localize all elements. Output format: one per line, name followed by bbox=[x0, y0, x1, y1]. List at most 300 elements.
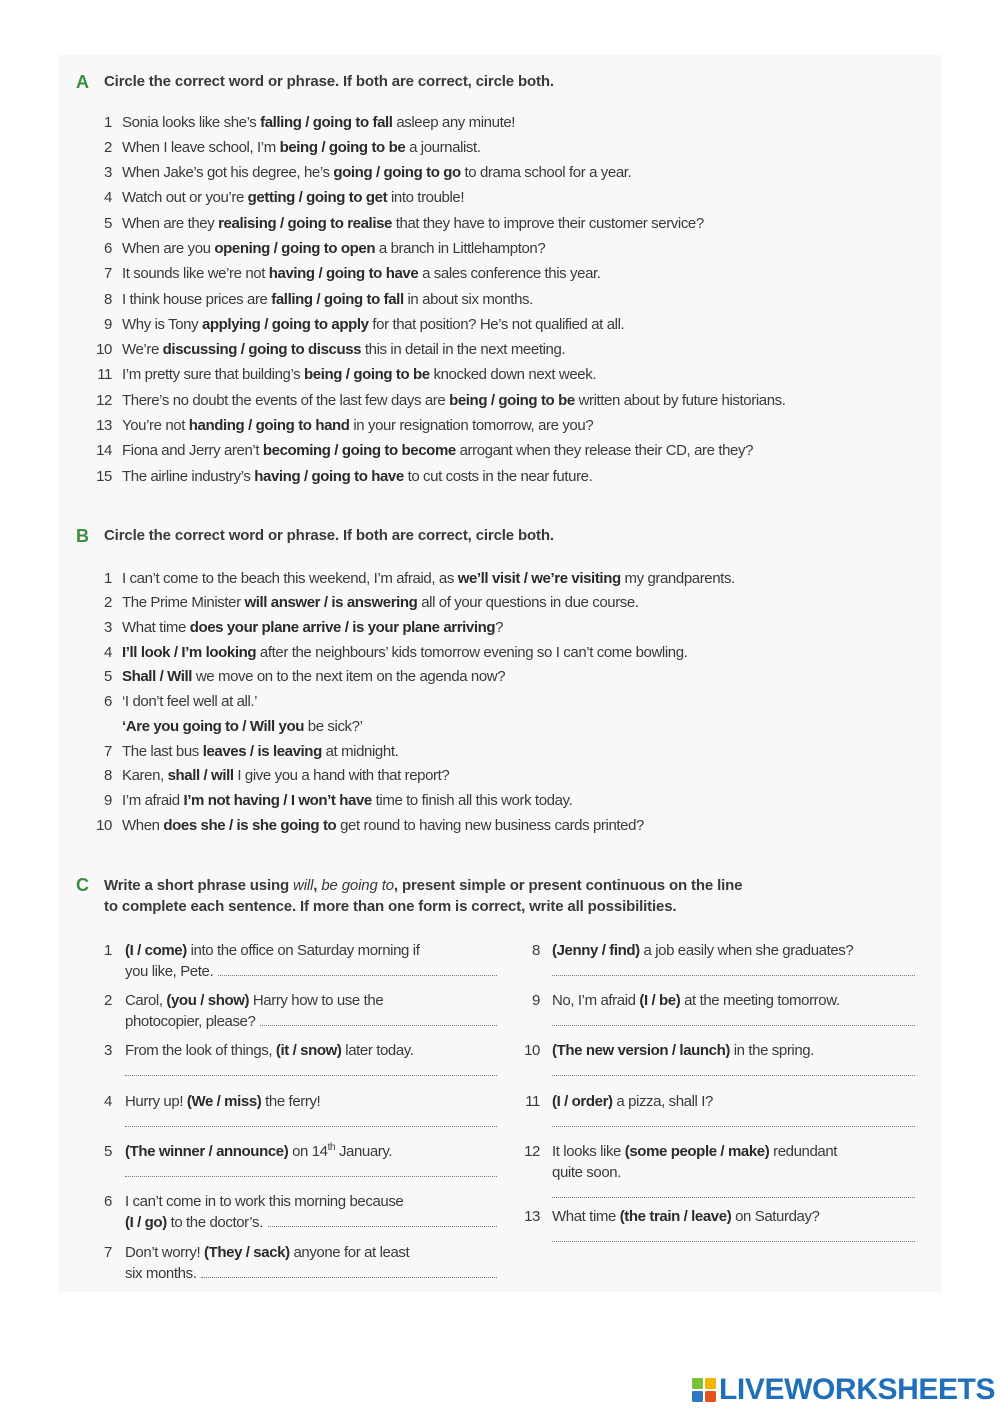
sentence-line bbox=[122, 641, 687, 666]
plain-text: you like, Pete. bbox=[125, 962, 214, 980]
plain-text: When I leave school, I’m bbox=[122, 138, 280, 156]
sentence-line bbox=[552, 1206, 915, 1227]
item-sentence bbox=[122, 160, 631, 185]
plain-text: we move on to the next item on the agenda now? bbox=[192, 668, 506, 686]
verb-prompt: (We / miss) bbox=[186, 1092, 262, 1110]
item-number: 2 bbox=[104, 991, 112, 1009]
answer-choice[interactable]: having / going to have bbox=[254, 467, 404, 485]
ordinal-suffix: th bbox=[327, 1142, 336, 1154]
exercise-item bbox=[86, 160, 786, 185]
sentence-line bbox=[552, 1141, 915, 1162]
item-sentence bbox=[552, 940, 915, 982]
answer-choice[interactable]: opening / going to open bbox=[214, 239, 376, 257]
answer-choice[interactable]: shall / will bbox=[167, 767, 234, 785]
exercise-item bbox=[86, 261, 786, 286]
answer-choice[interactable]: will answer / is answering bbox=[244, 594, 418, 612]
answer-choice[interactable]: leaves / is leaving bbox=[202, 742, 322, 760]
item-number: 1 bbox=[104, 113, 112, 131]
answer-choice[interactable]: being / going to be bbox=[304, 366, 430, 384]
sentence-line bbox=[122, 261, 601, 286]
plain-text: in your resignation tomorrow, are you? bbox=[349, 417, 594, 435]
plain-text: to cut costs in the near future. bbox=[403, 467, 593, 485]
item-sentence bbox=[122, 464, 592, 489]
plain-text: Carol, bbox=[125, 991, 167, 1009]
plain-text: a job easily when she graduates? bbox=[639, 941, 854, 959]
plain-text: asleep any minute! bbox=[392, 113, 516, 131]
item-sentence bbox=[122, 641, 687, 666]
instruction-line bbox=[104, 875, 742, 896]
section-c-header bbox=[76, 875, 742, 917]
sentence-line bbox=[125, 961, 497, 982]
line-text bbox=[122, 265, 601, 282]
logo-tile bbox=[692, 1378, 703, 1389]
exercise-item bbox=[514, 1206, 915, 1256]
exercise-item bbox=[86, 940, 497, 990]
answer-line[interactable] bbox=[552, 1183, 915, 1198]
plain-text: at the meeting tomorrow. bbox=[680, 991, 840, 1009]
sentence-line bbox=[122, 287, 533, 312]
plain-text: The airline industry’s bbox=[122, 467, 255, 485]
verb-prompt: (I / come) bbox=[125, 941, 187, 959]
exercise-item bbox=[86, 388, 786, 413]
item-number: 3 bbox=[104, 164, 112, 182]
plain-text: written about by future historians. bbox=[574, 391, 786, 409]
plain-text: get round to having new business cards printed? bbox=[336, 816, 645, 834]
sentence-line bbox=[552, 1040, 915, 1061]
line-text bbox=[122, 189, 464, 206]
item-number: 4 bbox=[104, 189, 112, 207]
item-number: 6 bbox=[104, 1193, 112, 1211]
line-text bbox=[122, 114, 515, 131]
plain-text: I’m afraid bbox=[122, 791, 184, 809]
line-text bbox=[125, 992, 383, 1009]
line-text bbox=[122, 341, 565, 358]
line-text bbox=[104, 877, 742, 894]
line-text bbox=[122, 164, 631, 181]
plain-text: Circle the correct word or phrase. If both are correct, circle both. bbox=[104, 73, 554, 90]
line-text bbox=[552, 1093, 713, 1110]
answer-line[interactable] bbox=[125, 1061, 497, 1076]
answer-line[interactable] bbox=[552, 1112, 915, 1127]
plain-text: You’re not bbox=[122, 417, 189, 435]
answer-choice[interactable]: does your plane arrive / is your plane arriving bbox=[189, 619, 496, 637]
plain-text: Watch out or you’re bbox=[122, 189, 248, 207]
item-number: 8 bbox=[104, 290, 112, 308]
line-text bbox=[125, 1212, 263, 1233]
answer-choice[interactable]: being / going to be bbox=[449, 391, 575, 409]
sentence-line bbox=[125, 1011, 497, 1032]
answer-line[interactable] bbox=[552, 961, 915, 976]
logo-tile bbox=[705, 1391, 716, 1402]
instruction-line bbox=[104, 896, 742, 917]
sentence-line bbox=[125, 1091, 497, 1112]
plain-text: ? bbox=[495, 619, 504, 637]
plain-text: to drama school for a year. bbox=[460, 164, 632, 182]
exercise-list-b bbox=[86, 567, 735, 839]
item-number: 14 bbox=[96, 442, 112, 460]
line-text bbox=[125, 1093, 320, 1110]
line-text bbox=[552, 1042, 814, 1059]
answer-line[interactable] bbox=[260, 1011, 497, 1026]
item-sentence bbox=[125, 1040, 497, 1082]
sentence-line bbox=[125, 1191, 497, 1212]
line-text bbox=[122, 743, 398, 760]
section-instruction bbox=[104, 526, 554, 546]
item-sentence bbox=[125, 1141, 497, 1183]
sentence-line bbox=[125, 940, 497, 961]
item-number: 5 bbox=[104, 1143, 112, 1161]
answer-choice[interactable]: becoming / going to become bbox=[262, 442, 456, 460]
plain-text: It looks like bbox=[552, 1143, 625, 1161]
exercise-item bbox=[86, 413, 786, 438]
plain-text: time to finish all this work today. bbox=[371, 791, 573, 809]
answer-choice[interactable]: falling / going to fall bbox=[260, 113, 393, 131]
verb-prompt: (I / be) bbox=[639, 991, 681, 1009]
answer-choice[interactable]: we’ll visit / we’re visiting bbox=[457, 569, 621, 587]
verb-prompt: (They / sack) bbox=[204, 1243, 290, 1261]
exercise-item bbox=[86, 1242, 497, 1292]
exercise-item bbox=[86, 185, 786, 210]
answer-choice[interactable]: handing / going to hand bbox=[188, 417, 350, 435]
answer-line[interactable] bbox=[201, 1263, 497, 1278]
plain-text: We’re bbox=[122, 341, 163, 359]
item-sentence bbox=[122, 287, 533, 312]
item-sentence bbox=[125, 990, 497, 1032]
exercise-item bbox=[86, 1091, 497, 1141]
plain-text: be sick?’ bbox=[304, 717, 363, 735]
sentence-line bbox=[552, 990, 915, 1011]
answer-choice[interactable]: I’m not having / I won’t have bbox=[183, 791, 372, 809]
item-number: 1 bbox=[104, 569, 112, 587]
line-text bbox=[122, 366, 596, 383]
section-letter: B bbox=[76, 526, 89, 546]
answer-choice[interactable]: falling / going to fall bbox=[271, 290, 404, 308]
plain-text: for that position? He’s not qualified at all. bbox=[368, 315, 625, 333]
item-sentence bbox=[552, 1206, 915, 1248]
exercise-item bbox=[86, 236, 786, 261]
item-sentence bbox=[122, 388, 786, 413]
verb-prompt: (The new version / launch) bbox=[552, 1042, 730, 1060]
answer-choice[interactable]: getting / going to get bbox=[247, 189, 388, 207]
item-number: 5 bbox=[104, 668, 112, 686]
answer-choice[interactable]: going / going to go bbox=[333, 164, 461, 182]
item-sentence bbox=[125, 1191, 497, 1233]
verb-prompt: (some people / make) bbox=[624, 1143, 770, 1161]
plain-text: a sales conference this year. bbox=[418, 265, 601, 283]
item-number: 4 bbox=[104, 1092, 112, 1110]
plain-text: From the look of things, bbox=[125, 1042, 276, 1060]
answer-choice[interactable]: discussing / going to discuss bbox=[162, 341, 362, 359]
plain-text: I think house prices are bbox=[122, 290, 272, 308]
plain-text: into the office on Saturday morning if bbox=[186, 941, 420, 959]
item-number: 12 bbox=[524, 1143, 540, 1161]
emphasis-text: be going to bbox=[321, 876, 394, 894]
sentence-line bbox=[125, 1141, 497, 1162]
plain-text: When are you bbox=[122, 239, 215, 257]
exercise-item bbox=[86, 567, 735, 592]
plain-text: a journalist. bbox=[405, 138, 481, 156]
section-letter: A bbox=[76, 72, 89, 92]
exercise-item bbox=[86, 312, 786, 337]
line-text bbox=[122, 291, 533, 308]
plain-text: There’s no doubt the events of the last few days are bbox=[122, 391, 450, 409]
item-sentence bbox=[122, 814, 644, 839]
line-text bbox=[122, 240, 545, 257]
sentence-line bbox=[122, 388, 786, 413]
line-text bbox=[122, 570, 735, 587]
line-text bbox=[122, 792, 572, 809]
sentence-line bbox=[122, 236, 545, 261]
item-sentence bbox=[122, 110, 515, 135]
item-sentence bbox=[122, 764, 449, 789]
item-number: 3 bbox=[104, 619, 112, 637]
sentence-line bbox=[122, 185, 464, 210]
verb-prompt: (the train / leave) bbox=[619, 1208, 732, 1226]
exercise-item bbox=[86, 616, 735, 641]
line-text bbox=[125, 1042, 414, 1059]
answer-line[interactable] bbox=[268, 1212, 497, 1227]
line-text bbox=[122, 442, 753, 459]
sentence-line bbox=[122, 362, 596, 387]
exercise-item bbox=[86, 764, 735, 789]
plain-text: Fiona and Jerry aren’t bbox=[122, 442, 263, 460]
item-sentence bbox=[122, 261, 601, 286]
plain-text: The last bus bbox=[122, 742, 203, 760]
item-sentence bbox=[125, 940, 497, 982]
exercise-item bbox=[86, 740, 735, 765]
verb-prompt: (I / order) bbox=[552, 1092, 613, 1110]
sentence-line bbox=[122, 715, 363, 740]
plain-text: in about six months. bbox=[403, 290, 533, 308]
line-text bbox=[125, 1244, 409, 1261]
plain-text: after the neighbours’ kids tomorrow evening so I can’t come bowling. bbox=[256, 643, 688, 661]
sentence-line bbox=[122, 337, 565, 362]
line-text bbox=[125, 1143, 392, 1160]
line-text bbox=[122, 817, 644, 834]
answer-choice[interactable]: having / going to have bbox=[268, 265, 419, 283]
exercise-item bbox=[514, 1141, 915, 1206]
plain-text: January. bbox=[335, 1143, 393, 1161]
item-number: 13 bbox=[524, 1208, 540, 1226]
sentence-line bbox=[122, 438, 753, 463]
sentence-line bbox=[552, 1091, 915, 1112]
plain-text: I’m pretty sure that building’s bbox=[122, 366, 305, 384]
line-text bbox=[104, 527, 554, 544]
item-number: 3 bbox=[104, 1042, 112, 1060]
sentence-line bbox=[122, 464, 592, 489]
plain-text: arrogant when they release their CD, are they? bbox=[455, 442, 754, 460]
line-text bbox=[125, 1011, 255, 1032]
section-letter: C bbox=[76, 874, 89, 895]
item-sentence bbox=[122, 438, 753, 463]
sentence-line bbox=[122, 789, 572, 814]
item-sentence bbox=[122, 211, 704, 236]
exercise-item bbox=[86, 1040, 497, 1090]
line-text bbox=[122, 215, 704, 232]
item-number: 9 bbox=[532, 991, 540, 1009]
sentence-line bbox=[122, 135, 481, 160]
exercise-item bbox=[86, 1141, 497, 1191]
answer-choice[interactable]: applying / going to apply bbox=[201, 315, 369, 333]
answer-line[interactable] bbox=[218, 961, 497, 976]
plain-text: No, I’m afraid bbox=[552, 991, 640, 1009]
plain-text: The Prime Minister bbox=[122, 594, 245, 612]
line-text bbox=[122, 392, 786, 409]
plain-text: the ferry! bbox=[261, 1092, 321, 1110]
answer-line[interactable] bbox=[125, 1162, 497, 1177]
sentence-line bbox=[122, 814, 644, 839]
sentence-line bbox=[122, 413, 593, 438]
line-text bbox=[122, 619, 503, 636]
plain-text: six months. bbox=[125, 1264, 197, 1282]
plain-text: quite soon. bbox=[552, 1164, 621, 1182]
plain-text: When bbox=[122, 816, 164, 834]
exercise-item bbox=[514, 940, 915, 990]
section-instruction bbox=[104, 72, 554, 92]
item-number: 9 bbox=[104, 315, 112, 333]
sentence-line bbox=[122, 591, 639, 616]
line-text bbox=[122, 417, 593, 434]
line-text bbox=[122, 693, 257, 710]
sentence-line bbox=[125, 1040, 497, 1061]
exercise-item bbox=[86, 438, 786, 463]
answer-line[interactable] bbox=[552, 1061, 915, 1076]
item-number: 7 bbox=[104, 1243, 112, 1261]
exercise-item bbox=[86, 690, 735, 739]
plain-text: When are they bbox=[122, 214, 219, 232]
item-sentence bbox=[552, 1040, 915, 1082]
exercise-item bbox=[86, 211, 786, 236]
exercise-item bbox=[86, 814, 735, 839]
item-number: 15 bbox=[96, 467, 112, 485]
line-text bbox=[122, 316, 624, 333]
plain-text: It sounds like we’re not bbox=[122, 265, 269, 283]
plain-text: in the spring. bbox=[729, 1042, 815, 1060]
verb-prompt: (it / snow) bbox=[275, 1042, 342, 1060]
sentence-line bbox=[122, 160, 631, 185]
answer-choice[interactable]: Shall / Will bbox=[122, 668, 193, 686]
exercise-item bbox=[514, 990, 915, 1040]
line-text bbox=[125, 942, 419, 959]
item-sentence bbox=[125, 1242, 497, 1284]
line-text bbox=[552, 992, 840, 1009]
plain-text: into trouble! bbox=[387, 189, 465, 207]
answer-line[interactable] bbox=[125, 1112, 497, 1127]
liveworksheets-logo-icon bbox=[692, 1378, 716, 1402]
item-number: 10 bbox=[96, 341, 112, 359]
exercise-item bbox=[86, 990, 497, 1040]
item-number: 6 bbox=[104, 693, 112, 711]
plain-text: What time bbox=[552, 1208, 620, 1226]
plain-text: Sonia looks like she’s bbox=[122, 113, 261, 131]
exercise-item bbox=[86, 287, 786, 312]
exercise-item bbox=[86, 789, 735, 814]
plain-text: a branch in Littlehampton? bbox=[375, 239, 546, 257]
plain-text: What time bbox=[122, 619, 190, 637]
emphasis-text: will bbox=[293, 876, 314, 894]
plain-text: Harry how to use the bbox=[249, 991, 384, 1009]
answer-line[interactable] bbox=[552, 1011, 915, 1026]
item-number: 6 bbox=[104, 239, 112, 257]
plain-text: knocked down next week. bbox=[429, 366, 597, 384]
logo-tile bbox=[692, 1391, 703, 1402]
item-number: 13 bbox=[96, 417, 112, 435]
exercise-item bbox=[86, 665, 735, 690]
plain-text: on Saturday? bbox=[731, 1208, 820, 1226]
plain-text: ‘I don’t feel well at all.’ bbox=[122, 693, 258, 711]
line-text bbox=[552, 1143, 837, 1160]
item-sentence bbox=[122, 135, 481, 160]
exercise-item bbox=[86, 464, 786, 489]
sentence-line bbox=[122, 211, 704, 236]
logo-tile bbox=[705, 1378, 716, 1389]
line-text bbox=[552, 1164, 621, 1181]
plain-text: When Jake’s got his degree, he’s bbox=[122, 164, 334, 182]
item-sentence bbox=[122, 185, 464, 210]
answer-choice[interactable]: does she / is she going to bbox=[163, 816, 337, 834]
plain-text: Why is Tony bbox=[122, 315, 202, 333]
item-number: 9 bbox=[104, 791, 112, 809]
item-number: 4 bbox=[104, 643, 112, 661]
plain-text: Write a short phrase using bbox=[104, 876, 294, 894]
item-sentence bbox=[552, 990, 915, 1032]
plain-text: redundant bbox=[769, 1143, 838, 1161]
line-text bbox=[125, 1193, 403, 1210]
item-number: 7 bbox=[104, 265, 112, 283]
item-number: 11 bbox=[97, 366, 112, 384]
answer-choice[interactable]: realising / going to realise bbox=[218, 214, 392, 232]
answer-choice[interactable]: I’ll look / I’m looking bbox=[122, 643, 257, 661]
item-sentence bbox=[122, 789, 572, 814]
section-instruction bbox=[104, 875, 742, 917]
sentence-line bbox=[122, 690, 363, 715]
verb-prompt: (The winner / announce) bbox=[125, 1143, 289, 1161]
plain-text: to complete each sentence. If more than one form is correct, write all possibilities. bbox=[104, 897, 677, 915]
plain-text: Karen, bbox=[122, 767, 168, 785]
line-text bbox=[122, 668, 505, 685]
answer-choice[interactable]: ‘Are you going to / Will you bbox=[122, 717, 304, 735]
section-a-header bbox=[76, 72, 554, 92]
exercise-column-right bbox=[514, 940, 915, 1257]
line-text bbox=[104, 898, 676, 915]
line-text bbox=[552, 942, 853, 959]
instruction-line bbox=[104, 526, 554, 546]
exercise-list-a bbox=[86, 110, 786, 489]
sentence-line bbox=[122, 616, 503, 641]
item-number: 2 bbox=[104, 594, 112, 612]
plain-text: , present simple or present continuous on the line bbox=[393, 876, 743, 894]
line-text bbox=[122, 139, 481, 156]
sentence-line bbox=[122, 110, 515, 135]
sentence-line bbox=[125, 1212, 497, 1233]
plain-text: Circle the correct word or phrase. If both are correct, circle both. bbox=[104, 527, 554, 544]
plain-text: a pizza, shall I? bbox=[612, 1092, 713, 1110]
plain-text: at midnight. bbox=[321, 742, 399, 760]
answer-choice[interactable]: being / going to be bbox=[279, 138, 406, 156]
plain-text: I give you a hand with that report? bbox=[233, 767, 450, 785]
item-sentence bbox=[552, 1141, 915, 1198]
line-text bbox=[125, 1263, 196, 1284]
sentence-line bbox=[552, 1162, 915, 1183]
instruction-line bbox=[104, 72, 554, 92]
answer-line[interactable] bbox=[552, 1227, 915, 1242]
item-number: 2 bbox=[104, 138, 112, 156]
plain-text: on 14 bbox=[288, 1143, 328, 1161]
item-sentence bbox=[122, 236, 545, 261]
liveworksheets-logo bbox=[692, 1373, 996, 1406]
plain-text: this in detail in the next meeting. bbox=[361, 341, 566, 359]
plain-text: that they have to improve their customer service? bbox=[391, 214, 704, 232]
